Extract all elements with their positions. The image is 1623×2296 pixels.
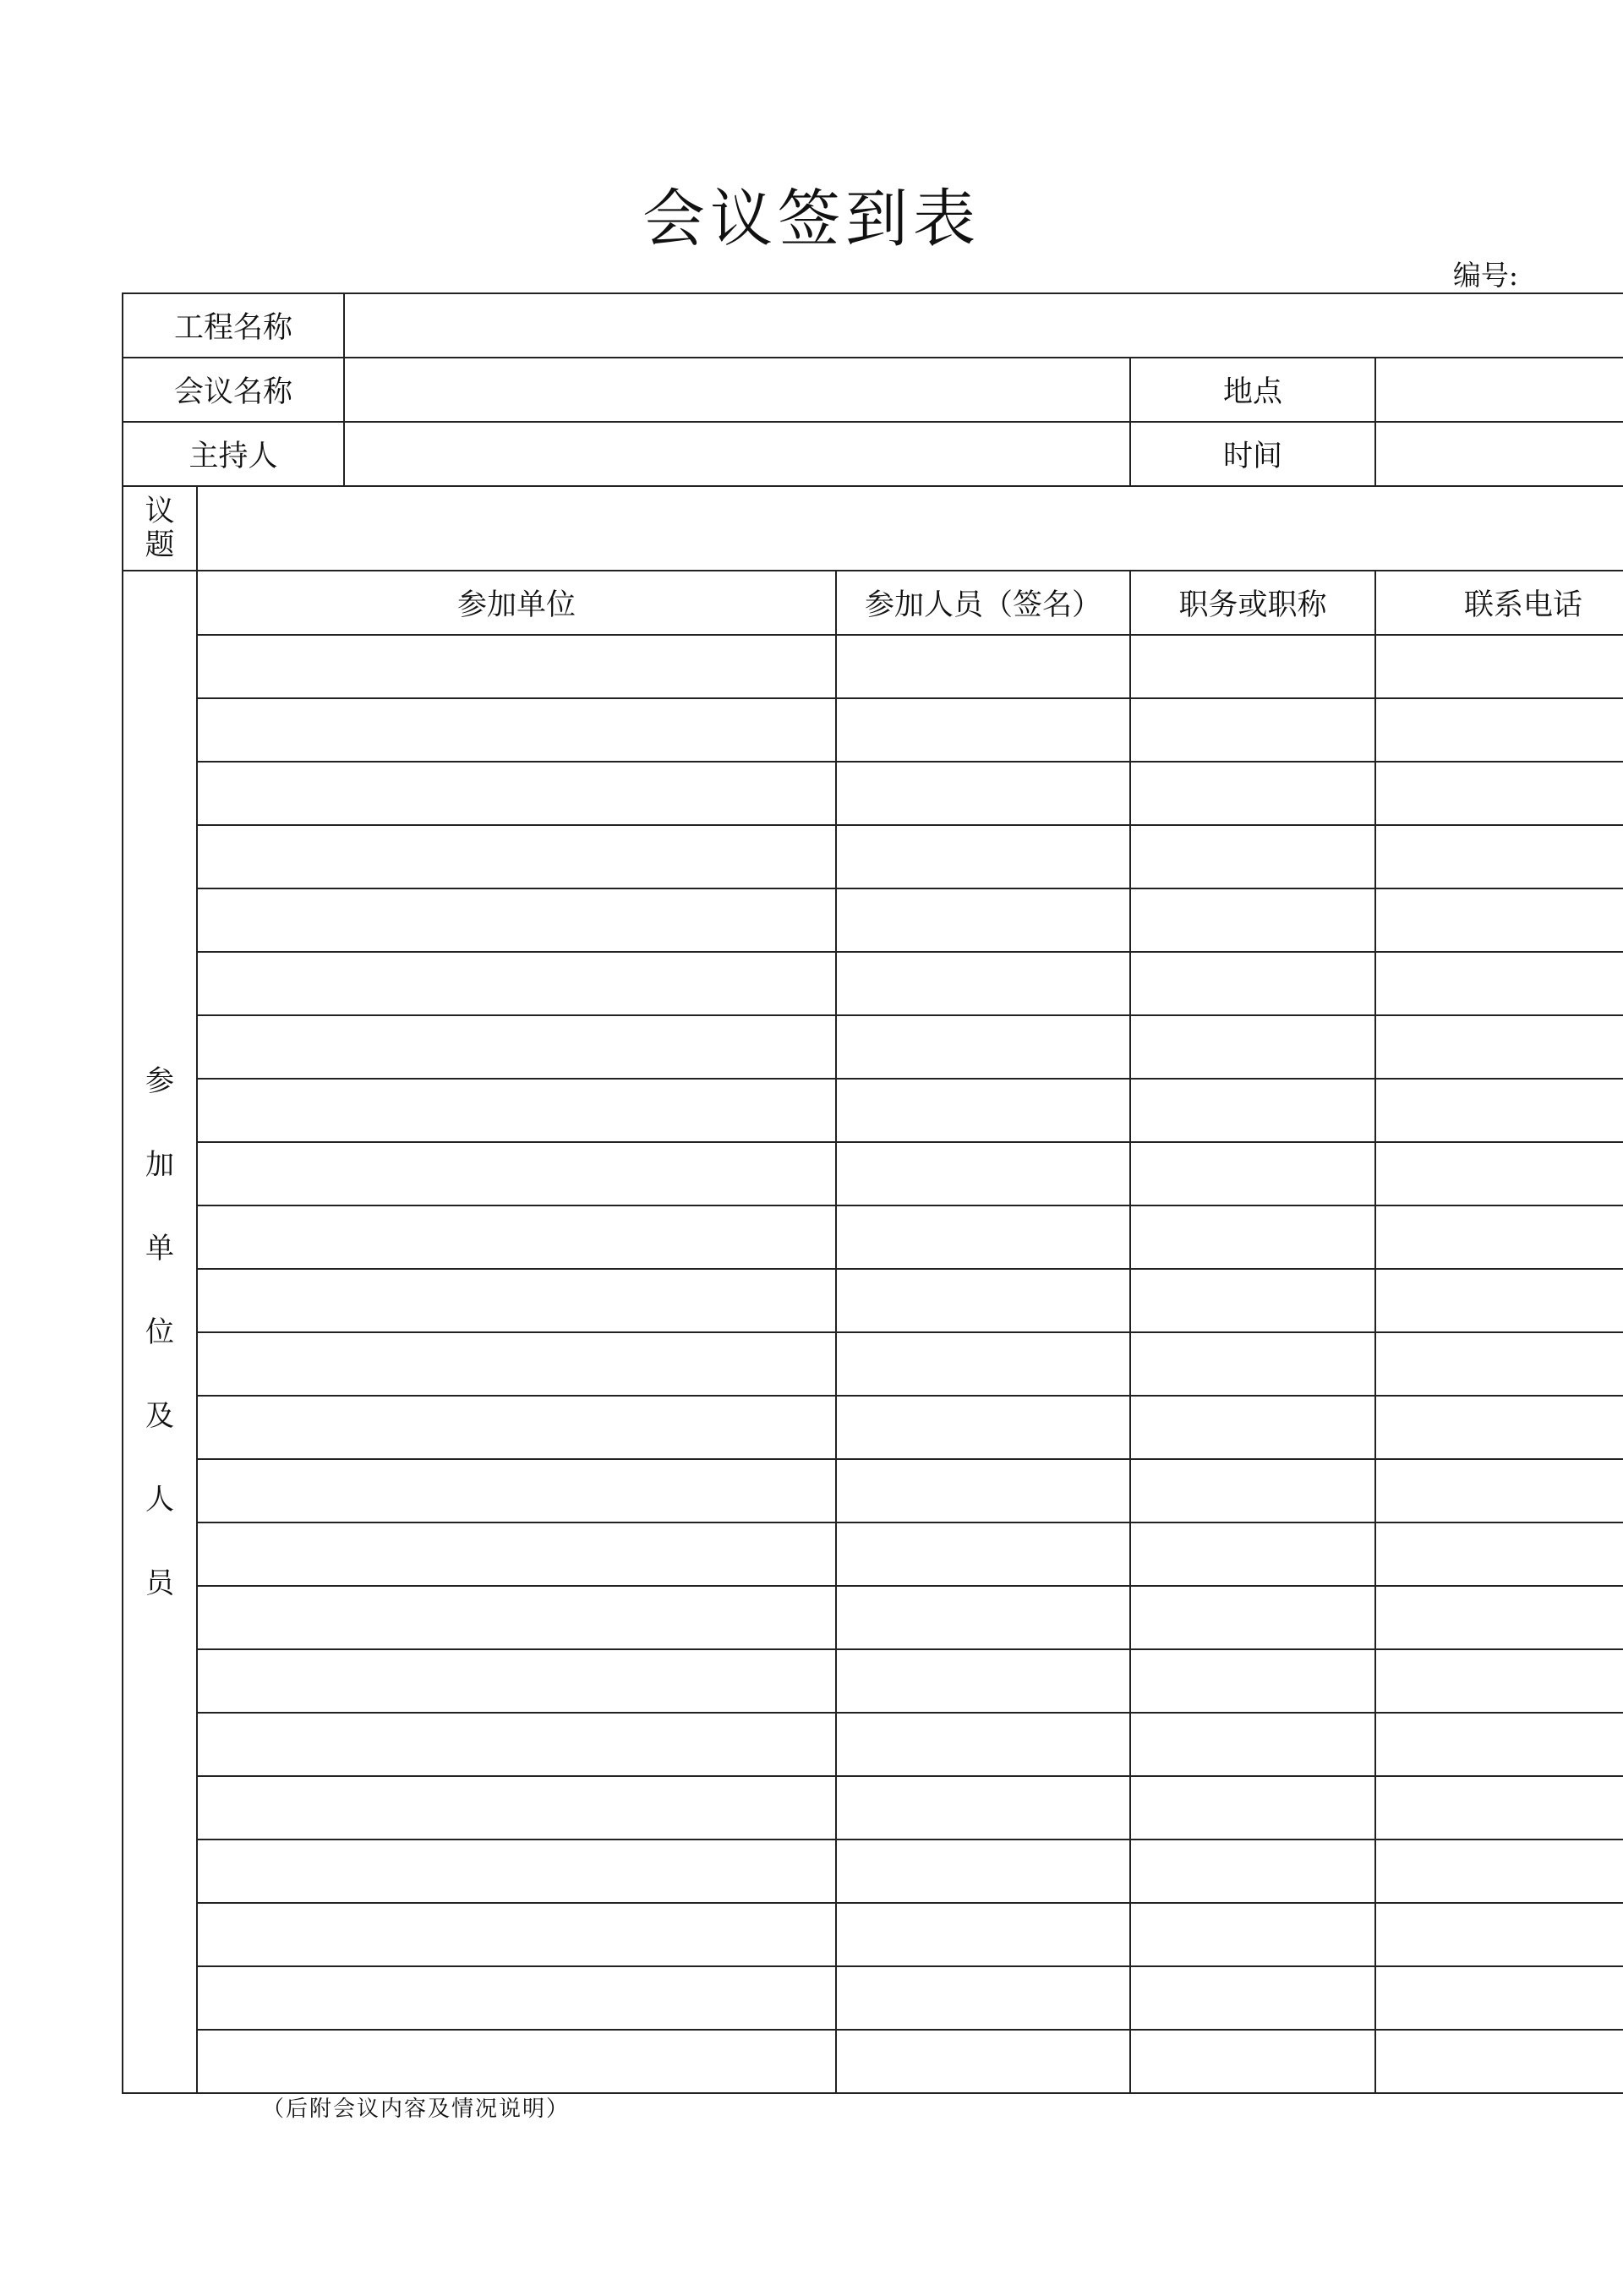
side-label-char: 及	[145, 1398, 174, 1433]
column-header-signature: 参加人员（签名）	[836, 571, 1130, 635]
unit-cell[interactable]	[197, 888, 836, 952]
host-row	[123, 422, 1623, 486]
phone-cell[interactable]	[1375, 2030, 1623, 2093]
phone-cell[interactable]	[1375, 1015, 1623, 1079]
unit-cell[interactable]	[197, 1713, 836, 1776]
unit-cell[interactable]	[197, 1903, 836, 1966]
signature-cell[interactable]	[836, 1522, 1130, 1586]
host-label: 主持人	[123, 422, 344, 486]
unit-cell[interactable]	[197, 1332, 836, 1396]
unit-cell[interactable]	[197, 1522, 836, 1586]
unit-cell[interactable]	[197, 1015, 836, 1079]
meeting-name-field[interactable]	[344, 358, 1130, 422]
title-cell[interactable]	[1130, 1396, 1375, 1459]
side-label-char: 加	[145, 1147, 174, 1182]
unit-cell[interactable]	[197, 952, 836, 1015]
phone-cell[interactable]	[1375, 1205, 1623, 1269]
attendee-row	[123, 1079, 1623, 1142]
column-header-unit: 参加单位	[197, 571, 836, 635]
attendee-row	[123, 1459, 1623, 1522]
side-label-char: 单	[145, 1231, 174, 1266]
phone-cell[interactable]	[1375, 1649, 1623, 1713]
title-cell[interactable]	[1130, 1079, 1375, 1142]
side-label-char: 人	[145, 1482, 174, 1517]
signature-cell[interactable]	[836, 1840, 1130, 1903]
signature-cell[interactable]	[836, 1459, 1130, 1522]
unit-cell[interactable]	[197, 1649, 836, 1713]
topic-label-char: 议	[145, 495, 175, 528]
signature-cell[interactable]	[836, 1966, 1130, 2030]
phone-cell[interactable]	[1375, 1776, 1623, 1840]
unit-cell[interactable]	[197, 1269, 836, 1332]
title-cell[interactable]	[1130, 1586, 1375, 1649]
title-cell[interactable]	[1130, 1776, 1375, 1840]
phone-cell[interactable]	[1375, 1586, 1623, 1649]
project-name-field[interactable]	[344, 293, 1623, 358]
phone-cell[interactable]	[1375, 1840, 1623, 1903]
phone-cell[interactable]	[1375, 888, 1623, 952]
meeting-name-label: 会议名称	[123, 358, 344, 422]
phone-cell[interactable]	[1375, 1269, 1623, 1332]
title-cell[interactable]	[1130, 1903, 1375, 1966]
signature-cell[interactable]	[836, 825, 1130, 888]
column-header-phone: 联系电话	[1375, 571, 1623, 635]
signature-cell[interactable]	[836, 1903, 1130, 1966]
signature-cell[interactable]	[836, 762, 1130, 825]
attendee-row	[123, 1142, 1623, 1205]
side-label-char: 员	[145, 1566, 174, 1600]
title-cell[interactable]	[1130, 952, 1375, 1015]
title-cell[interactable]	[1130, 1332, 1375, 1396]
topic-label-char: 题	[145, 528, 175, 562]
attendee-row	[123, 762, 1623, 825]
title-cell[interactable]	[1130, 762, 1375, 825]
attendee-row	[123, 1269, 1623, 1332]
attendee-row	[123, 1396, 1623, 1459]
unit-cell[interactable]	[197, 635, 836, 698]
attendee-row	[123, 1840, 1623, 1903]
unit-cell[interactable]	[197, 1966, 836, 2030]
phone-cell[interactable]	[1375, 1459, 1623, 1522]
attendee-row	[123, 1903, 1623, 1966]
sign-in-table	[122, 292, 1623, 2094]
attendee-row	[123, 1649, 1623, 1713]
signature-cell[interactable]	[836, 1269, 1130, 1332]
signature-cell[interactable]	[836, 1776, 1130, 1840]
title-cell[interactable]	[1130, 1649, 1375, 1713]
unit-cell[interactable]	[197, 1079, 836, 1142]
unit-cell[interactable]	[197, 2030, 836, 2093]
signature-cell[interactable]	[836, 1205, 1130, 1269]
title-cell[interactable]	[1130, 1015, 1375, 1079]
signature-cell[interactable]	[836, 1015, 1130, 1079]
attendee-row	[123, 1586, 1623, 1649]
unit-cell[interactable]	[197, 1586, 836, 1649]
title-cell[interactable]	[1130, 1205, 1375, 1269]
signature-cell[interactable]	[836, 1142, 1130, 1205]
signature-cell[interactable]	[836, 635, 1130, 698]
title-cell[interactable]	[1130, 888, 1375, 952]
signature-cell[interactable]	[836, 1332, 1130, 1396]
title-cell[interactable]	[1130, 698, 1375, 762]
attendee-row	[123, 1713, 1623, 1776]
topic-field[interactable]	[197, 486, 1623, 571]
signature-cell[interactable]	[836, 952, 1130, 1015]
unit-cell[interactable]	[197, 698, 836, 762]
phone-cell[interactable]	[1375, 1522, 1623, 1586]
unit-cell[interactable]	[197, 1396, 836, 1459]
signature-cell[interactable]	[836, 698, 1130, 762]
title-cell[interactable]	[1130, 1459, 1375, 1522]
phone-cell[interactable]	[1375, 825, 1623, 888]
attendees-side-label	[123, 571, 197, 2093]
host-field[interactable]	[344, 422, 1130, 486]
topic-label	[123, 486, 197, 571]
serial-number-label: 编号:	[1452, 259, 1518, 292]
attendee-row	[123, 825, 1623, 888]
signature-cell[interactable]	[836, 1713, 1130, 1776]
phone-cell[interactable]	[1375, 1079, 1623, 1142]
attendee-row	[123, 888, 1623, 952]
title-cell[interactable]	[1130, 1966, 1375, 2030]
unit-cell[interactable]	[197, 1776, 836, 1840]
unit-cell[interactable]	[197, 1459, 836, 1522]
phone-cell[interactable]	[1375, 1713, 1623, 1776]
signature-cell[interactable]	[836, 1079, 1130, 1142]
attendee-row	[123, 2030, 1623, 2093]
title-cell[interactable]	[1130, 635, 1375, 698]
signature-cell[interactable]	[836, 2030, 1130, 2093]
attendee-header-row	[123, 571, 1623, 635]
attendee-row	[123, 698, 1623, 762]
attendee-row	[123, 635, 1623, 698]
side-label-char: 位	[145, 1315, 174, 1349]
attendee-row	[123, 952, 1623, 1015]
attendee-row	[123, 1332, 1623, 1396]
attendee-row	[123, 1776, 1623, 1840]
unit-cell[interactable]	[197, 825, 836, 888]
unit-cell[interactable]	[197, 762, 836, 825]
unit-cell[interactable]	[197, 1205, 836, 1269]
title-cell[interactable]	[1130, 1269, 1375, 1332]
attendee-row	[123, 1522, 1623, 1586]
phone-cell[interactable]	[1375, 1332, 1623, 1396]
attendee-row	[123, 1966, 1623, 2030]
phone-cell[interactable]	[1375, 1903, 1623, 1966]
page-title: 会议签到表	[642, 183, 981, 255]
side-label-char: 参	[145, 1063, 174, 1098]
attendee-row	[123, 1205, 1623, 1269]
signature-cell[interactable]	[836, 888, 1130, 952]
footnote: （后附会议内容及情况说明）	[262, 2096, 571, 2122]
time-label: 时间	[1130, 422, 1375, 486]
signature-cell[interactable]	[836, 1649, 1130, 1713]
phone-cell[interactable]	[1375, 1396, 1623, 1459]
phone-cell[interactable]	[1375, 698, 1623, 762]
title-cell[interactable]	[1130, 1840, 1375, 1903]
time-field[interactable]	[1375, 422, 1623, 486]
meeting-row	[123, 358, 1623, 422]
location-field[interactable]	[1375, 358, 1623, 422]
signature-cell[interactable]	[836, 1396, 1130, 1459]
title-cell[interactable]	[1130, 1713, 1375, 1776]
unit-cell[interactable]	[197, 1840, 836, 1903]
unit-cell[interactable]	[197, 1142, 836, 1205]
title-cell[interactable]	[1130, 2030, 1375, 2093]
title-cell[interactable]	[1130, 1522, 1375, 1586]
topic-row	[123, 486, 1623, 571]
signature-cell[interactable]	[836, 1586, 1130, 1649]
phone-cell[interactable]	[1375, 1142, 1623, 1205]
attendee-row	[123, 1015, 1623, 1079]
phone-cell[interactable]	[1375, 762, 1623, 825]
phone-cell[interactable]	[1375, 635, 1623, 698]
project-name-label: 工程名称	[123, 293, 344, 358]
title-cell[interactable]	[1130, 825, 1375, 888]
title-cell[interactable]	[1130, 1142, 1375, 1205]
column-header-title: 职务或职称	[1130, 571, 1375, 635]
location-label: 地点	[1130, 358, 1375, 422]
phone-cell[interactable]	[1375, 952, 1623, 1015]
phone-cell[interactable]	[1375, 1966, 1623, 2030]
project-row	[123, 293, 1623, 358]
